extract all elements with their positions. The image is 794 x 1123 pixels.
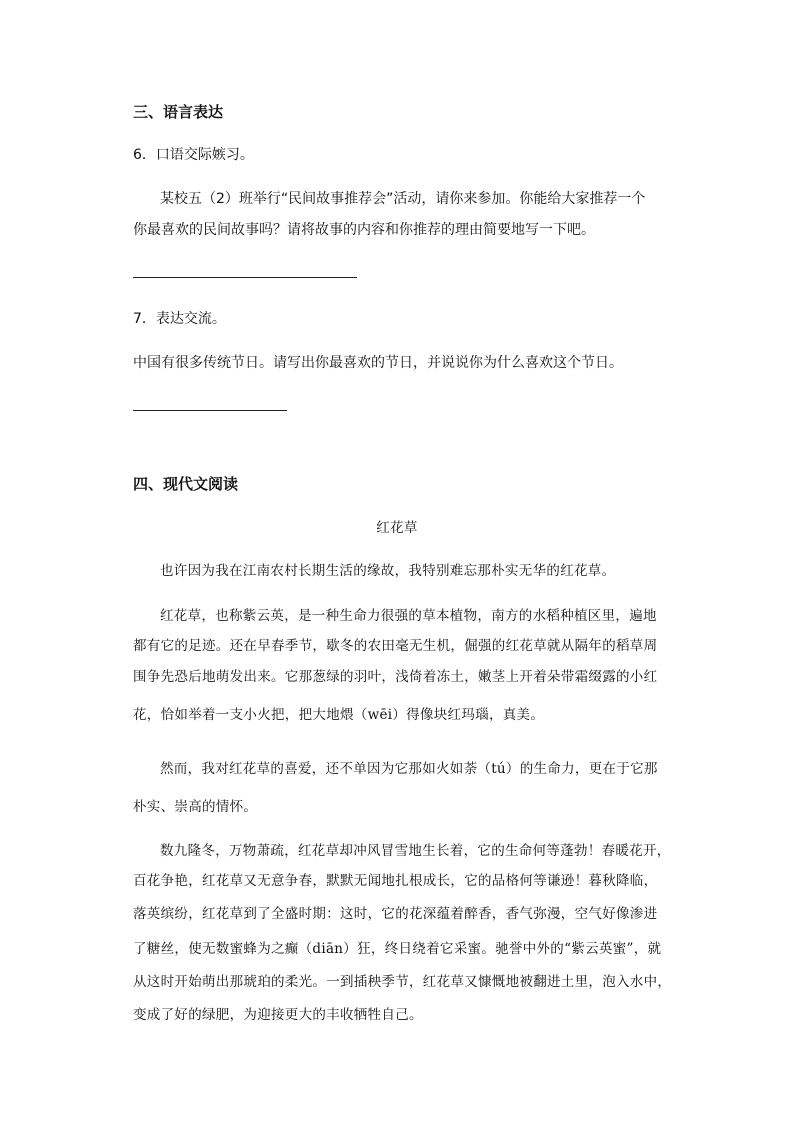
question-7-title: 7．表达交流。: [133, 311, 226, 327]
story-paragraph-line: 花，恰如举着一支小火把，把大地煨（wēi）得像块红玛瑙，真美。: [133, 707, 545, 723]
story-paragraph-line: 也许因为我在江南农村长期生活的缘故，我特别难忘那朴实无华的红花草。: [160, 563, 616, 579]
question-6-text-line1: 某校五（2）班举行“民间故事推荐会”活动，请你来参加。你能给大家推荐一个: [160, 191, 646, 207]
section-heading-modern-reading: 四、现代文阅读: [133, 475, 239, 493]
story-paragraph-line: 了糖丝，使无数蜜蜂为之癫（diān）狂，终日绕着它采蜜。驰誉中外的“紫云英蜜”，就: [133, 941, 662, 957]
story-paragraph-line: 从这时开始萌出那琥珀的柔光。一到插秧季节，红花草又慷慨地被翻进土里，泡入水中，: [133, 974, 672, 990]
answer-line-q6[interactable]: [133, 277, 357, 278]
story-paragraph-line: 红花草，也称紫云英，是一种生命力很强的草本植物，南方的水稻种植区里，遍地: [160, 608, 657, 624]
story-paragraph-line: 都有它的足迹。还在早春季节，歇冬的农田毫无生机，倔强的红花草就从隔年的稻草周: [133, 638, 658, 654]
story-paragraph-line: 朴实、崇高的情怀。: [133, 799, 258, 815]
story-paragraph-line: 然而，我对红花草的喜爱，还不单因为它那如火如荼（tú）的生命力，更在于它那: [160, 761, 658, 777]
story-paragraph-line: 围争先恐后地萌发出来。它那葱绿的羽叶，浅倚着冻土，嫩茎上开着朵带霜缀露的小红: [133, 669, 658, 685]
story-paragraph-line: 数九隆冬，万物萧疏，红花草却冲风冒雪地生长着，它的生命何等蓬勃！春暖花开，: [160, 843, 671, 859]
story-paragraph-line: 变成了好的绿肥，为迎接更大的丰收牺牲自己。: [133, 1007, 423, 1023]
story-title: 红花草: [376, 520, 418, 536]
story-paragraph-line: 百花争艳，红花草又无意争春，默默无闻地扎根成长，它的品格何等谦逊！暮秋降临，: [133, 873, 658, 889]
section-heading-language-expression: 三、语言表达: [133, 103, 224, 121]
question-6-text-line2: 你最喜欢的民间故事吗？请将故事的内容和你推荐的理由简要地写一下吧。: [133, 222, 595, 238]
answer-line-q7[interactable]: [133, 410, 287, 411]
question-7-text: 中国有很多传统节日。请写出你最喜欢的节日，并说说你为什么喜欢这个节日。: [133, 355, 623, 371]
story-paragraph-line: 落英缤纷，红花草到了全盛时期：这时，它的花深蕴着醉香，香气弥漫，空气好像渗进: [133, 906, 658, 922]
question-6-title: 6．口语交际嫉习。: [133, 147, 254, 163]
